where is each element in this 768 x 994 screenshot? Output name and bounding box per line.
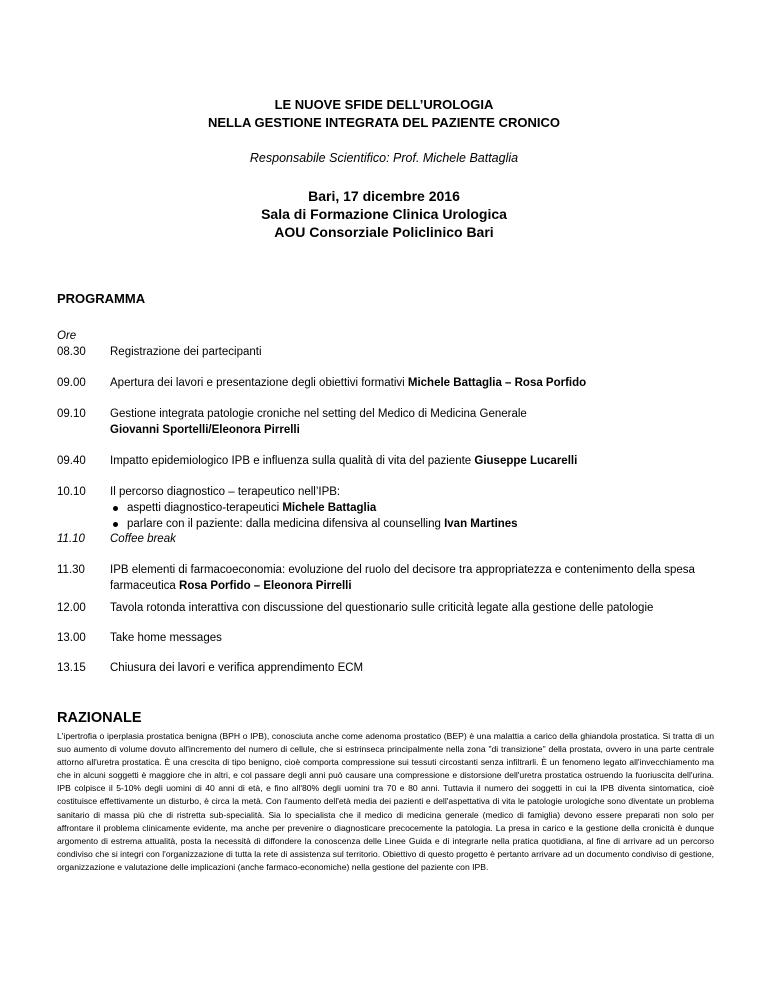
program-text: Registrazione dei partecipanti xyxy=(110,346,262,358)
list-item: aspetti diagnostico-terapeutici Michele Battaglia xyxy=(110,500,718,516)
programma-heading: PROGRAMMA xyxy=(57,291,146,306)
program-text: Tavola rotonda interattiva con discussione del questionario sulle criticità legate alla gestione delle patologie xyxy=(110,602,654,614)
program-speaker: Rosa Porfido – Eleonora Pirrelli xyxy=(179,580,352,592)
event-date: Bari, 17 dicembre 2016 xyxy=(308,188,460,204)
program-time: 08.30 xyxy=(57,346,86,358)
program-time: 09.00 xyxy=(57,377,86,389)
razionale-text: L'ipertrofia o iperplasia prostatica benigna (BPH o IPB), conosciuta anche come adenoma prostatico (BEP) è una malattia a carico della ghiandola prostatica. Si tratta di un suo aumento di volume dovuto all'incremento del numero di cellule, che si estrinseca principalmente nella zona "di transizione" della prostata, ovvero in una parte centrale attorno all'uretra prostatica. È una crescita di tipo benigno, cioè comporta compressione sui tessuti circostanti senza infiltrarli. È un fenomeno legato all'invecchiamento ma che in alcuni soggetti è maggiore che in altri, e col passare degli anni può causare una compressione e distorsione dell'uretra prostatica ostruendo la fuoriuscita dell'urina. IPB colpisce il 5-10% degli uomini di 40 anni di età, e fino all'80% degli uomini tra 70 e 80 anni. Tuttavia il numero dei soggetti in cui la IPB diventa sintomatica, cioè costituisce effettivamente un disturbo, è circa la metà. Con l'aumento dell'età media dei pazienti e dell'aspettativa di vita le patologie urologiche sono diventate un problema sanitario di massa più che di ristretta sub-specialità. Sia lo specialista che il medico di medicina generale (medico di famiglia) devono essere preparati non solo per affrontare il problema clinicamente evidente, ma anche per prevenire o diagnosticare precocemente la patologia. La presa in carico e la gestione della cronicità è dunque argomento di estrema attualità, posta la necessità di diffondere la conoscenza delle Linee Guida e di integrarle nella pratica quotidiana, al fine di arrivare ad un percorso condiviso che si integri con l'organizzazione di tutta la rete di assistenza sul territorio. Obiettivo di questo progetto è pertanto arrivare ad un documento condiviso di gestione, organizzazione e valutazione delle implicazioni (anche farmaco-economiche) nella gestione del paziente con IPB. xyxy=(57,731,714,872)
event-venue: Sala di Formazione Clinica Urologica xyxy=(261,206,507,222)
scientific-supervisor: Responsabile Scientifico: Prof. Michele Battaglia xyxy=(249,151,519,165)
program-text: Take home messages xyxy=(110,632,222,644)
program-subitems xyxy=(110,500,718,532)
razionale-heading: RAZIONALE xyxy=(57,710,142,726)
program-time: 11.10 xyxy=(57,533,85,545)
program-text: Chiusura dei lavori e verifica apprendimento ECM xyxy=(110,662,364,674)
program-speaker: Ivan Martines xyxy=(444,518,518,530)
program-time: 13.15 xyxy=(57,662,86,674)
ore-label: Ore xyxy=(57,330,77,342)
program-text: Apertura dei lavori e presentazione degli obiettivi formativi xyxy=(110,377,408,389)
program-speaker: Giuseppe Lucarelli xyxy=(474,455,578,467)
title-line-2: NELLA GESTIONE INTEGRATA DEL PAZIENTE CRONICO xyxy=(208,115,560,130)
program-text: Impatto epidemiologico IPB e influenza sulla qualità di vita del paziente xyxy=(110,455,475,467)
program-speaker: Michele Battaglia – Rosa Porfido xyxy=(407,377,587,389)
program-time: 09.40 xyxy=(57,455,86,467)
title-line-1: LE NUOVE SFIDE DELL’UROLOGIA xyxy=(274,97,494,112)
program-text: Il percorso diagnostico – terapeutico nell’IPB: xyxy=(110,486,341,498)
program-time: 12.00 xyxy=(57,602,86,614)
program-time: 11.30 xyxy=(57,564,85,576)
program-text: Coffee break xyxy=(110,533,176,545)
program-time: 09.10 xyxy=(57,408,86,420)
event-location: AOU Consorziale Policlinico Bari xyxy=(274,224,494,240)
program-speaker: Giovanni Sportelli/Eleonora Pirrelli xyxy=(110,424,300,436)
list-item: parlare con il paziente: dalla medicina difensiva al counselling Ivan Martines xyxy=(110,516,718,532)
program-time: 13.00 xyxy=(57,632,86,644)
program-text: Gestione integrata patologie croniche nel setting del Medico di Medicina Generale xyxy=(110,408,527,420)
program-speaker: Michele Battaglia xyxy=(282,502,377,514)
program-text: IPB elementi di farmacoeconomia: evoluzione del ruolo del decisore tra appropriatezza e contenimento della spesa farmaceutica xyxy=(110,564,695,592)
program-time: 10.10 xyxy=(57,486,86,498)
